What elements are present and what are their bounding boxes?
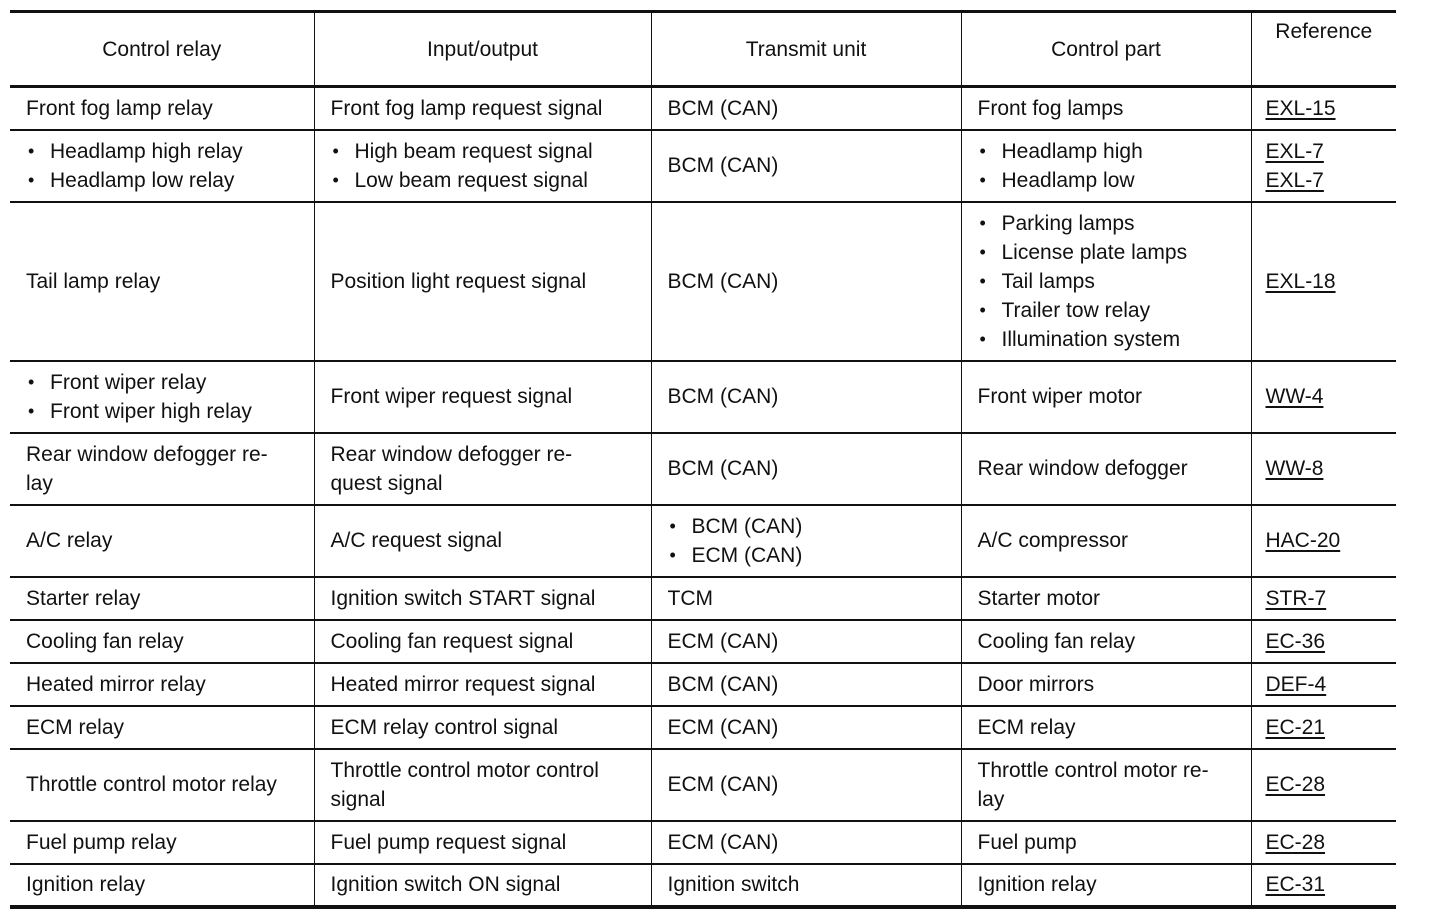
reference-links	[1266, 670, 1391, 699]
part-text: ECM relay	[977, 715, 1076, 739]
relay-bullet-list	[26, 137, 308, 195]
control-relay-cell	[10, 87, 314, 130]
table-row	[10, 821, 1396, 864]
transmit-text: BCM (CAN)	[667, 269, 779, 293]
transmit-text: BCM (CAN)	[667, 96, 779, 120]
transmit-unit-cell	[651, 433, 961, 505]
control-relay-cell	[10, 821, 314, 864]
transmit-unit-cell	[651, 749, 961, 821]
input-output-cell	[314, 361, 651, 433]
transmit-unit-cell	[651, 577, 961, 620]
list-item: • Trailer tow relay	[978, 296, 1245, 325]
relay-control-table	[10, 10, 1396, 909]
reference-links	[1266, 870, 1391, 899]
control-relay-cell	[10, 706, 314, 749]
io-text: Fuel pump request signal	[330, 830, 567, 854]
relay-text: Rear window defogger re- lay	[26, 442, 268, 495]
transmit-unit-cell	[651, 130, 961, 202]
reference-cell	[1251, 663, 1396, 706]
control-part-cell	[961, 361, 1251, 433]
table-row	[10, 202, 1396, 361]
transmit-text: ECM (CAN)	[667, 830, 779, 854]
list-item: • Tail lamps	[978, 267, 1245, 296]
reference-link[interactable]: HAC-20	[1265, 529, 1341, 552]
io-text: ECM relay control signal	[330, 715, 559, 739]
control-relay-cell	[10, 620, 314, 663]
reference-links	[1266, 584, 1391, 613]
transmit-bullet-list	[668, 512, 955, 570]
control-part-cell	[961, 505, 1251, 577]
table-row	[10, 130, 1396, 202]
reference-link[interactable]: WW-8	[1265, 457, 1324, 480]
input-output-cell	[314, 130, 651, 202]
control-relay-cell	[10, 433, 314, 505]
control-part-cell	[961, 821, 1251, 864]
io-text: Rear window defogger re- quest signal	[330, 442, 573, 495]
control-part-cell	[961, 663, 1251, 706]
relay-text: Heated mirror relay	[26, 672, 206, 696]
input-output-cell	[314, 577, 651, 620]
list-item: • License plate lamps	[978, 238, 1245, 267]
header-row	[10, 12, 1396, 87]
reference-link[interactable]: EXL-7	[1265, 139, 1324, 163]
reference-links	[1266, 382, 1391, 411]
list-item: • Headlamp low	[978, 166, 1245, 195]
reference-links	[1266, 627, 1391, 656]
part-text: Door mirrors	[977, 672, 1095, 696]
control-relay-cell	[10, 749, 314, 821]
table-body	[10, 87, 1396, 907]
reference-links	[1266, 526, 1391, 555]
relay-text: ECM relay	[26, 715, 125, 739]
reference-cell	[1251, 202, 1396, 361]
table-row	[10, 749, 1396, 821]
table-header	[10, 12, 1396, 87]
reference-link[interactable]: DEF-4	[1265, 672, 1327, 696]
control-part-cell	[961, 577, 1251, 620]
reference-links	[1266, 770, 1391, 799]
control-relay-cell	[10, 663, 314, 706]
list-item: • Parking lamps	[978, 209, 1245, 238]
table-row	[10, 577, 1396, 620]
transmit-text: BCM (CAN)	[667, 457, 779, 480]
transmit-text: BCM (CAN)	[667, 154, 779, 177]
reference-link[interactable]: EC-36	[1265, 629, 1326, 653]
reference-cell	[1251, 749, 1396, 821]
reference-cell	[1251, 821, 1396, 864]
transmit-text: TCM	[667, 586, 713, 610]
header-input-output: Input/output	[314, 12, 651, 87]
input-output-cell	[314, 821, 651, 864]
part-text: Fuel pump	[977, 830, 1077, 854]
relay-text: Fuel pump relay	[26, 830, 177, 854]
io-bullet-list	[331, 137, 645, 195]
reference-cell	[1251, 505, 1396, 577]
part-text: Throttle control motor re- lay	[977, 758, 1209, 811]
reference-cell	[1251, 577, 1396, 620]
control-relay-cell	[10, 864, 314, 907]
reference-links	[1266, 94, 1391, 123]
reference-link[interactable]: EXL-18	[1265, 269, 1336, 293]
input-output-cell	[314, 663, 651, 706]
reference-link[interactable]: EXL-15	[1265, 96, 1336, 120]
control-relay-cell	[10, 505, 314, 577]
part-text: Ignition relay	[977, 873, 1097, 896]
io-text: Heated mirror request signal	[330, 672, 596, 696]
reference-link[interactable]: EC-21	[1265, 715, 1326, 739]
part-text: A/C compressor	[977, 529, 1129, 552]
input-output-cell	[314, 505, 651, 577]
io-text: Front fog lamp request signal	[330, 96, 603, 120]
relay-text: Throttle control motor relay	[26, 773, 277, 796]
list-item: • Headlamp high	[978, 137, 1245, 166]
transmit-text: Ignition switch	[667, 873, 800, 896]
table-row	[10, 361, 1396, 433]
control-part-cell	[961, 433, 1251, 505]
io-text: A/C request signal	[330, 529, 503, 552]
list-item: • Front wiper high relay	[26, 397, 308, 426]
table-row	[10, 864, 1396, 907]
transmit-unit-cell	[651, 87, 961, 130]
relay-text: Front fog lamp relay	[26, 96, 213, 120]
transmit-text: ECM (CAN)	[667, 629, 779, 653]
control-part-cell	[961, 749, 1251, 821]
io-text: Ignition switch START signal	[330, 586, 596, 610]
part-text: Front fog lamps	[977, 96, 1124, 120]
input-output-cell	[314, 864, 651, 907]
io-text: Front wiper request signal	[330, 385, 573, 408]
control-relay-cell	[10, 577, 314, 620]
list-item: • Front wiper relay	[26, 368, 308, 397]
part-text: Starter motor	[977, 586, 1101, 610]
reference-cell	[1251, 361, 1396, 433]
part-bullet-list	[978, 137, 1245, 195]
control-part-cell	[961, 620, 1251, 663]
reference-cell	[1251, 87, 1396, 130]
table-row	[10, 620, 1396, 663]
input-output-cell	[314, 749, 651, 821]
list-item: • BCM (CAN)	[668, 512, 955, 541]
header-reference: Reference	[1251, 12, 1396, 87]
transmit-unit-cell	[651, 505, 961, 577]
part-text: Front wiper motor	[977, 385, 1143, 408]
transmit-text: ECM (CAN)	[667, 715, 779, 739]
table-row	[10, 87, 1396, 130]
list-item: • Low beam request signal	[331, 166, 645, 195]
reference-links	[1266, 828, 1391, 857]
control-relay-cell	[10, 130, 314, 202]
table-row	[10, 706, 1396, 749]
transmit-unit-cell	[651, 864, 961, 907]
control-part-cell	[961, 87, 1251, 130]
list-item: • Headlamp low relay	[26, 166, 308, 195]
part-bullet-list	[978, 209, 1245, 354]
reference-link[interactable]: EC-31	[1265, 873, 1326, 896]
control-part-cell	[961, 130, 1251, 202]
control-part-cell	[961, 202, 1251, 361]
io-text: Ignition switch ON signal	[330, 873, 561, 896]
relay-text: Ignition relay	[26, 873, 146, 896]
reference-link[interactable]: EXL-7	[1265, 168, 1324, 192]
io-text: Cooling fan request signal	[330, 629, 574, 653]
control-relay-cell	[10, 361, 314, 433]
table-row	[10, 433, 1396, 505]
reference-link[interactable]: STR-7	[1265, 586, 1327, 610]
input-output-cell	[314, 706, 651, 749]
table-row	[10, 663, 1396, 706]
relay-text: Starter relay	[26, 586, 141, 610]
header-transmit-unit: Transmit unit	[651, 12, 961, 87]
list-item: • ECM (CAN)	[668, 541, 955, 570]
control-relay-cell	[10, 202, 314, 361]
reference-cell	[1251, 864, 1396, 907]
input-output-cell	[314, 87, 651, 130]
transmit-text: ECM (CAN)	[667, 773, 779, 796]
reference-links	[1266, 137, 1391, 195]
table-row	[10, 505, 1396, 577]
input-output-cell	[314, 620, 651, 663]
header-control-part: Control part	[961, 12, 1251, 87]
io-text: Position light request signal	[330, 269, 587, 293]
transmit-unit-cell	[651, 361, 961, 433]
reference-cell	[1251, 620, 1396, 663]
transmit-unit-cell	[651, 663, 961, 706]
header-control-relay: Control relay	[102, 37, 222, 61]
reference-links	[1266, 454, 1391, 483]
list-item: • Headlamp high relay	[26, 137, 308, 166]
reference-link[interactable]: EC-28	[1265, 773, 1326, 796]
relay-text: Cooling fan relay	[26, 629, 184, 653]
io-text: Throttle control motor control signal	[330, 758, 599, 811]
transmit-unit-cell	[651, 620, 961, 663]
transmit-text: BCM (CAN)	[667, 385, 779, 408]
reference-link[interactable]: WW-4	[1265, 385, 1324, 408]
relay-bullet-list	[26, 368, 308, 426]
reference-cell	[1251, 130, 1396, 202]
input-output-cell	[314, 433, 651, 505]
transmit-unit-cell	[651, 821, 961, 864]
list-item: • High beam request signal	[331, 137, 645, 166]
control-part-cell	[961, 706, 1251, 749]
relay-text: A/C relay	[26, 529, 113, 552]
part-text: Rear window defogger	[977, 457, 1188, 480]
control-part-cell	[961, 864, 1251, 907]
reference-link[interactable]: EC-28	[1265, 830, 1326, 854]
transmit-unit-cell	[651, 202, 961, 361]
part-text: Cooling fan relay	[977, 629, 1136, 653]
reference-cell	[1251, 433, 1396, 505]
transmit-text: BCM (CAN)	[667, 672, 779, 696]
list-item: • Illumination system	[978, 325, 1245, 354]
relay-text: Tail lamp relay	[26, 269, 161, 293]
input-output-cell	[314, 202, 651, 361]
transmit-unit-cell	[651, 706, 961, 749]
reference-cell	[1251, 706, 1396, 749]
reference-links	[1266, 713, 1391, 742]
reference-links	[1266, 267, 1391, 296]
